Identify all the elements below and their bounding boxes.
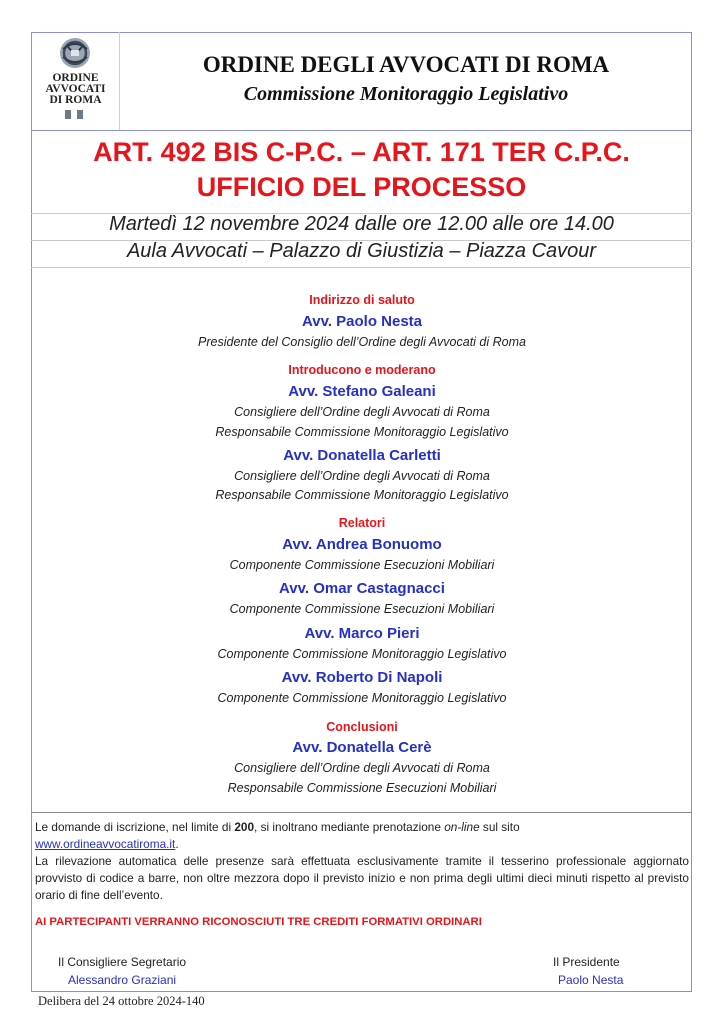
attendance-info: La rilevazione automatica delle presenze sarà effettuata esclusivamente tramite il tesserino professionale aggiornato provvisto di codice a barre, non oltre mezzora dopo il previsto inizio e non prima degli ultimi dieci minuti rispetto al previsto orario di fine dell’evento. (35, 854, 689, 902)
speaker-role: Componente Commissione Monitoraggio Legislativo (217, 691, 507, 705)
speaker-name: Avv. Paolo Nesta (301, 313, 423, 330)
speaker-name: Avv. Marco Pieri (304, 625, 420, 642)
section-moderators-heading: Introducono e moderano (288, 363, 436, 377)
secretary-title: Il Consigliere Segretario (58, 955, 187, 969)
section-conclusions-heading: Conclusioni (326, 720, 398, 734)
speaker-role: Consigliere dell’Ordine degli Avvocati di Roma (234, 469, 490, 483)
speaker-name: Avv. Donatella Cerè (292, 739, 432, 756)
speaker-role: Presidente del Consiglio dell’Ordine degli Avvocati di Roma (198, 335, 526, 349)
speaker-role: Consigliere dell’Ordine degli Avvocati di Roma (234, 405, 490, 419)
registration-online: on-line (444, 820, 480, 834)
secretary-name: Alessandro Graziani (68, 973, 177, 987)
registration-text: . (175, 837, 179, 851)
logo (31, 32, 120, 130)
event-location: Aula Avvocati – Palazzo di Giustizia – Piazza Cavour (126, 240, 597, 262)
speaker-role: Consigliere dell’Ordine degli Avvocati di Roma (234, 761, 490, 775)
speaker-role: Responsabile Commissione Esecuzioni Mobiliari (227, 781, 497, 795)
event-title-line-2: UFFICIO DEL PROCESSO (196, 172, 527, 202)
section-greeting-heading: Indirizzo di saluto (309, 293, 415, 307)
section-speakers-heading: Relatori (338, 516, 386, 530)
registration-limit: 200 (234, 820, 255, 834)
registration-text: sul sito (479, 820, 520, 834)
registration-text: , si inoltrano mediante prenotazione (254, 820, 445, 834)
speaker-role: Componente Commissione Esecuzioni Mobiliari (229, 558, 495, 572)
logo-base-icon (61, 110, 91, 120)
registration-info (35, 819, 689, 853)
logo-line-3: DI ROMA (49, 94, 102, 106)
president-title: Il Presidente (553, 955, 620, 969)
registration-text: Le domande di iscrizione, nel limite di (35, 820, 235, 834)
speaker-name: Avv. Stefano Galeani (288, 383, 436, 400)
logo-line-1: ORDINE (52, 72, 99, 84)
speaker-role: Responsabile Commissione Monitoraggio Legislativo (215, 425, 509, 439)
speaker-role: Componente Commissione Esecuzioni Mobiliari (229, 602, 495, 616)
delibera-reference: Delibera del 24 ottobre 2024-140 (38, 994, 205, 1008)
footer-divider (31, 812, 692, 813)
organization-name: ORDINE DEGLI AVVOCATI DI ROMA (202, 52, 610, 77)
speaker-name: Avv. Donatella Carletti (283, 447, 441, 464)
speaker-name: Avv. Andrea Bonuomo (282, 536, 442, 553)
commission-name: Commissione Monitoraggio Legislativo (243, 83, 569, 105)
divider (31, 267, 692, 268)
credits-notice: AI PARTECIPANTI VERRANNO RICONOSCIUTI TRE CREDITI FORMATIVI ORDINARI (35, 916, 482, 928)
logo-text (31, 73, 120, 106)
website-link[interactable]: www.ordineavvocatiroma.it (35, 837, 176, 851)
logo-line-2: AVVOCATI (45, 83, 106, 95)
speaker-role: Componente Commissione Monitoraggio Legislativo (217, 647, 507, 661)
event-date-time: Martedì 12 novembre 2024 dalle ore 12.00 alle ore 14.00 (109, 213, 614, 235)
speaker-name: Avv. Roberto Di Napoli (281, 669, 443, 686)
logo-emblem-icon (51, 37, 99, 73)
event-title-line-1: ART. 492 BIS C-P.C. – ART. 171 TER C.P.C. (93, 137, 630, 167)
speaker-role: Responsabile Commissione Monitoraggio Legislativo (215, 488, 509, 502)
president-name: Paolo Nesta (558, 973, 624, 987)
speaker-name: Avv. Omar Castagnacci (279, 580, 445, 597)
